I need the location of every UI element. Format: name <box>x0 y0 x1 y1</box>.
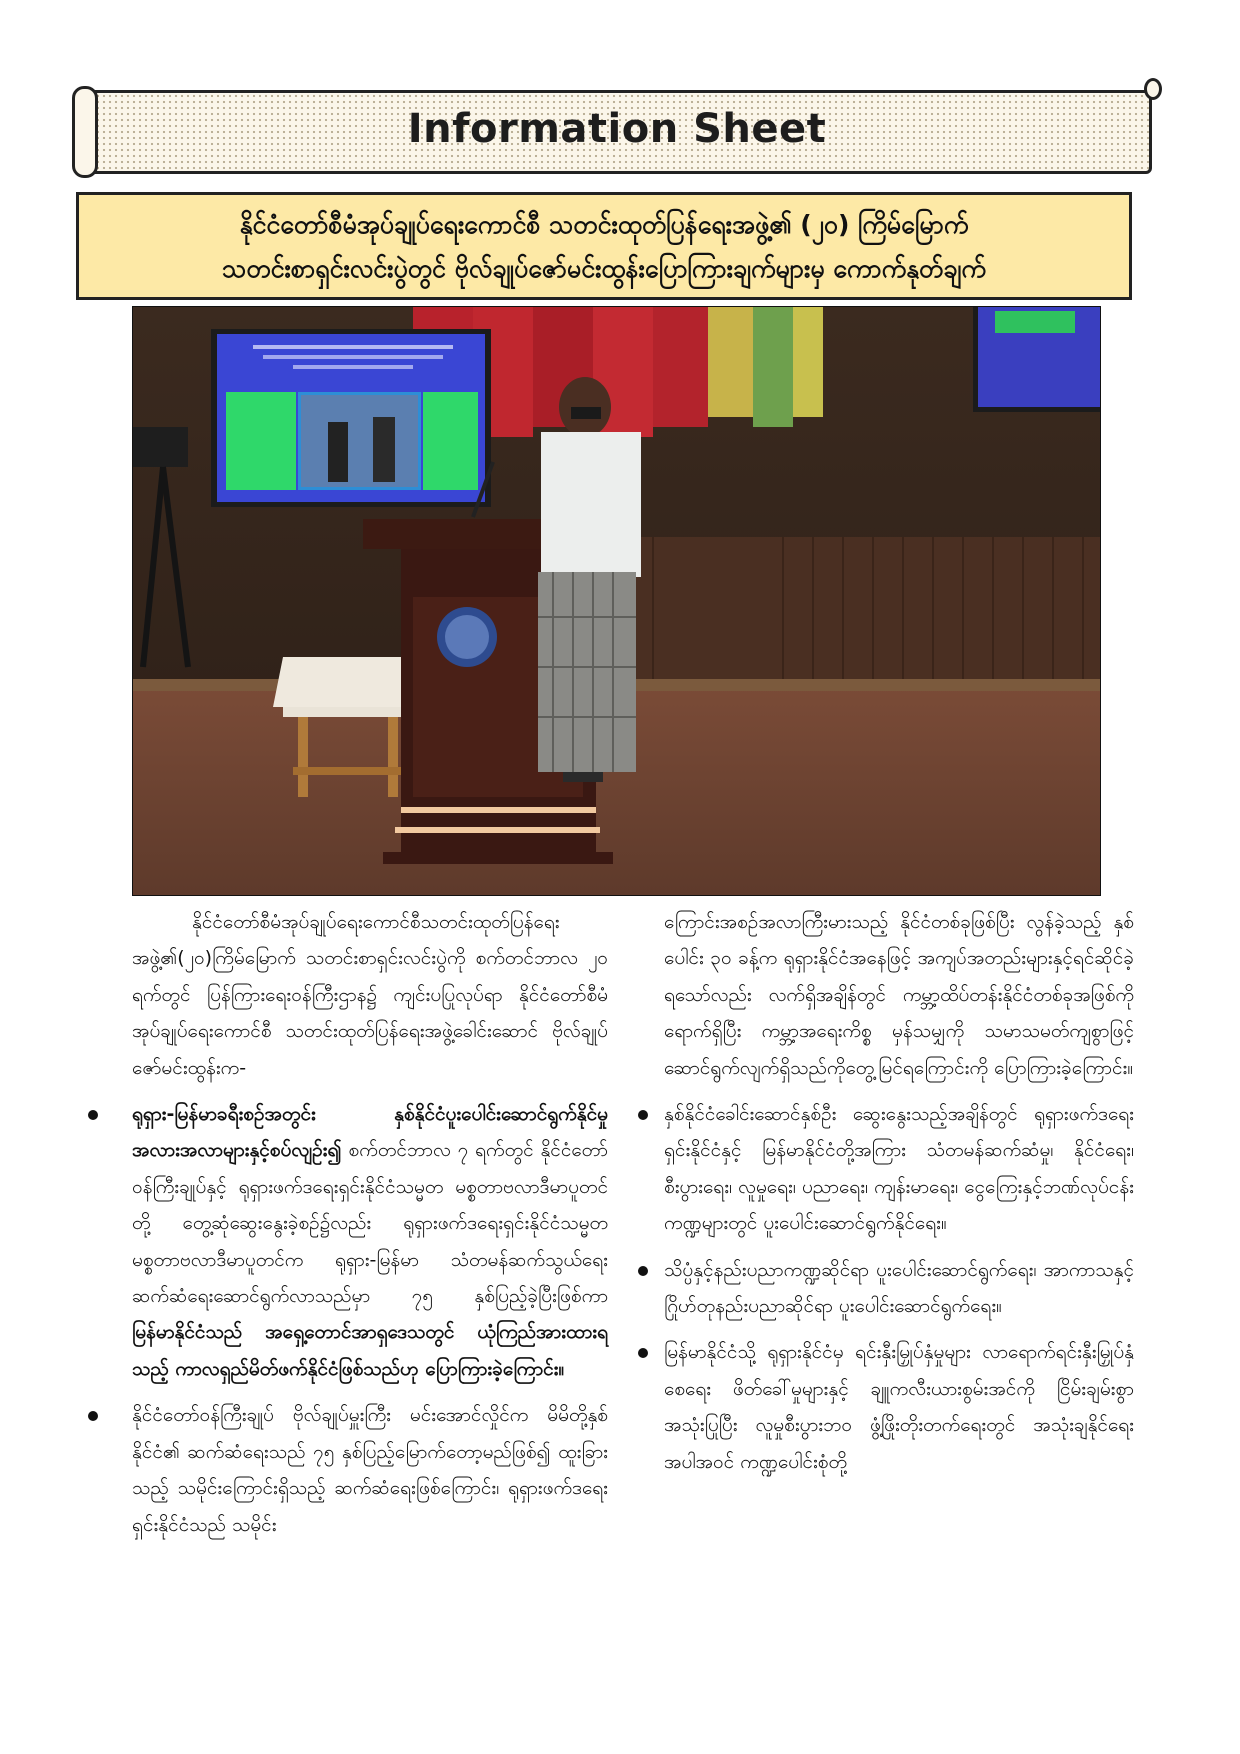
photo-illustration <box>133 307 1100 895</box>
bullet-bold-text: မြန်မာနိုင်ငံသည် အရှေ့တောင်အာရှဒေသတွင် ယုံကြည်အားထားရသည့် ကာလရှည်မိတ်ဖက်နိုင်ငံဖြစ်သည်ဟု ပြောကြားခဲ့ကြောင်း။ <box>132 1321 608 1380</box>
bullet-text: သိပ္ပံနှင့်နည်းပညာကဏ္ဍဆိုင်ရာ ပူးပေါင်းဆောင်ရွက်ရေး၊ အာကာသနှင့် ဂြိုဟ်တုနည်းပညာဆိုင်ရာ ပူးပေါင်းဆောင်ရွက်ရေး။ <box>664 1258 1134 1318</box>
intro-paragraph: နိုင်ငံတော်စီမံအုပ်ချုပ်ရေးကောင်စီသတင်းထုတ်ပြန်ရေးအဖွဲ့၏(၂၀)ကြိမ်မြောက် သတင်းစာရှင်းလင်းပွဲကို စက်တင်ဘာလ ၂၀ ရက်တွင် ပြန်ကြားရေးဝန်ကြီးဌာန၌ ကျင်းပပြုလုပ်ရာ နိုင်ငံတော်စီမံအုပ်ချုပ်ရေးကောင်စီ သတင်းထုတ်ပြန်ရေးအဖွဲ့ခေါင်းဆောင် ဗိုလ်ချုပ်ဇော်မင်းထွန်းက- <box>132 911 608 1079</box>
bullet-icon <box>638 1266 648 1276</box>
headline-line-2: သတင်းစာရှင်းလင်းပွဲတွင် ဗိုလ်ချုပ်ဇော်မင်းထွန်းပြောကြားချက်များမှ ကောက်နုတ်ချက် <box>222 254 986 283</box>
bullet-icon <box>638 1110 648 1120</box>
bullet-text: မြန်မာနိုင်ငံသို့ ရုရှားနိုင်ငံမှ ရင်းနှီးမြှုပ်နှံမှုများ လာရောက်ရင်းနှီးမြှုပ်နှံစေရေး ဖိတ်ခေါ်မှုများနှင့် ချူကလီးယားစွမ်းအင်ကို ငြိမ်းချမ်းစွာအသုံးပြုပြီး လူမှုစီးပွားဘဝ ဖွံ့ဖြိုးတိုးတက်ရေးတွင် အသုံးချနိုင်ရေးအပါအဝင် ကဏ္ဍပေါင်းစုံတို့ <box>664 1341 1134 1473</box>
headline-box <box>76 192 1132 300</box>
list-item <box>664 1252 1134 1325</box>
speaker <box>538 377 641 782</box>
title-banner <box>72 86 1162 178</box>
headline-line-1: နိုင်ငံတော်စီမံအုပ်ချုပ်ရေးကောင်စီ သတင်းထုတ်ပြန်ရေးအဖွဲ့၏ (၂၀) ကြိမ်မြောက် <box>239 210 969 239</box>
presentation-screen <box>211 329 491 507</box>
bullet-icon <box>88 1411 98 1421</box>
right-screen <box>973 307 1100 412</box>
bullet-text: နှစ်နိုင်ငံခေါင်းဆောင်နှစ်ဦး ဆွေးနွေးသည့်အချိန်တွင် ရုရှားဖက်ဒရေးရှင်းနိုင်ငံနှင့် မြန်မာနိုင်ငံတို့အကြား သံတမန်ဆက်ဆံမှု၊ နိုင်ငံရေး၊ စီးပွားရေး၊ လူမှုရေး၊ ပညာရေး၊ ကျန်းမာရေး၊ ငွေကြေးနှင့်ဘဏ်လုပ်ငန်းကဏ္ဍများတွင် ပူးပေါင်းဆောင်ရွက်နိုင်ရေး။ <box>664 1103 1134 1235</box>
list-item <box>132 1096 608 1387</box>
bullet-icon <box>638 1348 648 1358</box>
right-column <box>664 904 1134 1480</box>
bullet-icon <box>88 1110 98 1120</box>
bullet-text: နိုင်ငံတော်ဝန်ကြီးချုပ် ဗိုလ်ချုပ်မှူးကြီး မင်းအောင်လှိုင်က မိမိတို့နှစ်နိုင်ငံ၏ ဆက်ဆံရေးသည် ၇၅ နှစ်ပြည့်မြောက်တော့မည်ဖြစ်၍ ထူးခြားသည့် သမိုင်းကြောင်းရှိသည့် ဆက်ဆံရေးဖြစ်ကြောင်း၊ ရုရှားဖက်ဒရေးရှင်းနိုင်ငံသည် သမိုင်း <box>132 1404 608 1536</box>
press-briefing-photo <box>132 306 1101 896</box>
list-item <box>664 1096 1134 1242</box>
bullet-bold-text: ရုရှား-မြန်မာခရီးစဉ်အတွင်း နှစ်နိုင်ငံပူးပေါင်းဆောင်ရွက်နိုင်မှု အလားအလာများနှင့်စပ်လျဉ်း၍ <box>132 1103 608 1162</box>
page-title: Information Sheet <box>407 106 827 152</box>
list-item <box>664 1334 1134 1480</box>
left-column <box>132 904 608 1543</box>
continued-paragraph: ကြောင်းအစဉ်အလာကြီးမားသည့် နိုင်ငံတစ်ခုဖြစ်ပြီး လွန်ခဲ့သည့် နှစ်ပေါင်း ၃၀ ခန့်က ရုရှားနိုင်ငံအနေဖြင့် အကျပ်အတည်းများနှင့်ရင်ဆိုင်ခဲ့ရသော်လည်း လက်ရှိအချိန်တွင် ကမ္ဘာ့ထိပ်တန်းနိုင်ငံတစ်ခုအဖြစ်ကို ရောက်ရှိပြီး ကမ္ဘာ့အရေးကိစ္စ မှန်သမျှကို သမာသမတ်ကျစွာဖြင့် ဆောင်ရွက်လျက်ရှိသည်ကိုတွေ့မြင်ရကြောင်းကို ပြောကြားခဲ့ကြောင်း။ <box>664 911 1134 1079</box>
bullet-text: စက်တင်ဘာလ ၇ ရက်တွင် နိုင်ငံတော်ဝန်ကြီးချုပ်နှင့် ရုရှားဖက်ဒရေးရှင်းနိုင်ငံသမ္မတ မစ္စတာဗလာဒီမာပူတင်တို့ တွေ့ဆုံဆွေးနွေးခဲ့စဉ်၌လည်း ရုရှားဖက်ဒရေးရှင်းနိုင်ငံသမ္မတ မစ္စတာဗလာဒီမာပူတင်က ရုရှား-မြန်မာ သံတမန်ဆက်သွယ်ရေးဆက်ဆံရေးဆောင်ရွက်လာသည်မှာ ၇၅ နှစ်ပြည့်ခဲ့ပြီးဖြစ်ကာ <box>132 1139 608 1308</box>
list-item <box>132 1397 608 1543</box>
scroll-curl-right <box>1144 78 1162 100</box>
